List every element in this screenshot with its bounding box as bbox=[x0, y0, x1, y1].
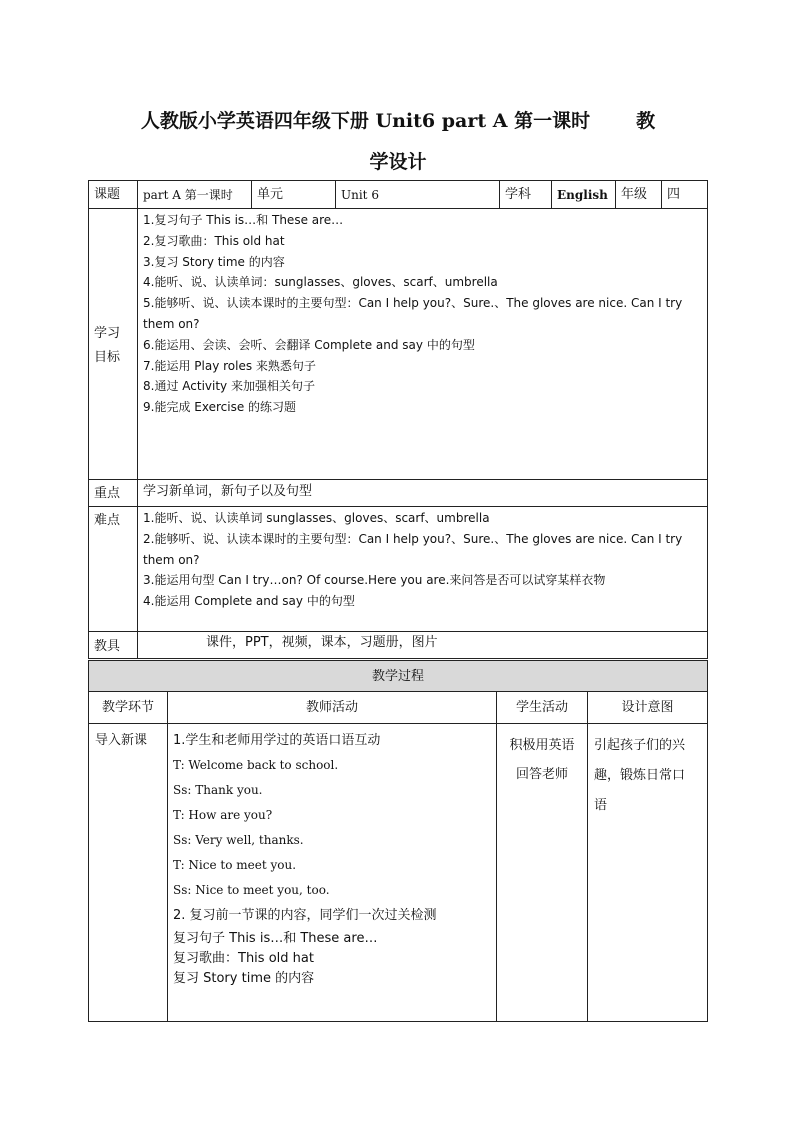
col-intent-header: 设计意图 bbox=[588, 692, 708, 724]
process-header-row bbox=[89, 692, 708, 724]
teacher-heading-2: 2. 复习前一节课的内容，同学们一次过关检测 bbox=[173, 908, 437, 923]
grade-value: 四 bbox=[662, 181, 708, 209]
key-point-label: 重点 bbox=[89, 480, 138, 507]
teacher-activity bbox=[168, 724, 497, 1022]
tools-label: 教具 bbox=[89, 632, 138, 659]
student-activity bbox=[497, 724, 588, 1022]
dialog-line: Ss: Very well, thanks. bbox=[173, 833, 304, 847]
goal-item: 1.复习句子 This is…和 These are… bbox=[143, 213, 344, 227]
teaching-process-table bbox=[88, 660, 708, 1022]
tools-row bbox=[89, 632, 708, 659]
goal-item: 9.能完成 Exercise 的练习题 bbox=[143, 400, 297, 415]
dialog-line: T: How are you? bbox=[173, 808, 273, 822]
student-activity-line: 积极用英语 bbox=[509, 738, 575, 753]
col-teacher-header: 教师活动 bbox=[168, 692, 497, 724]
process-banner: 教学过程 bbox=[89, 661, 708, 692]
header-row bbox=[89, 181, 708, 209]
key-point-row bbox=[89, 480, 708, 507]
stage-intro: 导入新课 bbox=[89, 724, 168, 1022]
design-intent bbox=[588, 724, 708, 1022]
difficulty-label: 难点 bbox=[89, 507, 138, 632]
process-banner-row bbox=[89, 661, 708, 692]
difficulty-item: 1.能听、说、认读单词 sunglasses、gloves、scarf、umbrella bbox=[143, 511, 490, 525]
goal-item: 3.复习 Story time 的内容 bbox=[143, 254, 285, 269]
dialog-line: T: Nice to meet you. bbox=[173, 858, 297, 872]
grade-label: 年级 bbox=[616, 181, 662, 209]
topic-label: 课题 bbox=[89, 181, 138, 209]
unit-value: Unit 6 bbox=[336, 181, 500, 209]
intro-row bbox=[89, 724, 708, 1022]
goals-label-line-2: 目标 bbox=[94, 350, 121, 365]
student-activity-line: 回答老师 bbox=[515, 767, 568, 782]
goals-row bbox=[89, 209, 708, 480]
col-student-header: 学生活动 bbox=[497, 692, 588, 724]
goal-item: 4.能听、说、认读单词：sunglasses、gloves、scarf、umbrella bbox=[143, 275, 498, 290]
subject-value: English bbox=[552, 181, 616, 209]
lesson-info-table bbox=[88, 180, 708, 659]
goals-content bbox=[138, 209, 708, 480]
difficulty-item: 4.能运用 Complete and say 中的句型 bbox=[143, 594, 355, 609]
difficulty-item: 2.能够听、说、认读本课时的主要句型：Can I help you?、Sure.、The gloves are nice. Can I try them on? bbox=[143, 531, 683, 567]
subject-label: 学科 bbox=[500, 181, 552, 209]
col-stage-header: 教学环节 bbox=[89, 692, 168, 724]
goal-item: 5.能够听、说、认读本课时的主要句型：Can I help you?、Sure.、The gloves are nice. Can I try them on? bbox=[143, 296, 683, 331]
title-tail: 教 bbox=[636, 110, 656, 132]
goal-item: 6.能运用、会读、会听、会翻译 Complete and say 中的句型 bbox=[143, 337, 475, 352]
review-item: 复习句子 This is…和 These are… bbox=[173, 931, 378, 946]
difficulty-row bbox=[89, 507, 708, 632]
tools-text: 课件，PPT，视频，课本，习题册，图片 bbox=[138, 632, 708, 659]
goal-item: 2.复习歌曲：This old hat bbox=[143, 233, 285, 248]
topic-value: part A 第一课时 bbox=[138, 181, 252, 209]
dialog-line: Ss: Nice to meet you, too. bbox=[173, 883, 330, 897]
dialog-line: T: Welcome back to school. bbox=[173, 758, 339, 772]
design-intent-line: 引起孩子们的兴 bbox=[594, 738, 686, 753]
document-title-line-1 bbox=[88, 106, 708, 133]
review-item: 复习 Story time 的内容 bbox=[173, 971, 315, 986]
difficulty-item: 3.能运用句型 Can I try…on? Of course.Here you are.来问答是否可以试穿某样衣物 bbox=[143, 573, 606, 588]
design-intent-line: 趣，锻炼日常口 bbox=[594, 768, 686, 783]
teacher-heading-1: 1.学生和老师用学过的英语口语互动 bbox=[173, 733, 381, 748]
goals-label bbox=[89, 209, 138, 480]
review-item: 复习歌曲：This old hat bbox=[173, 951, 314, 966]
unit-label: 单元 bbox=[252, 181, 336, 209]
document-title-line-2: 学设计 bbox=[369, 151, 427, 173]
dialog-line: Ss: Thank you. bbox=[173, 783, 263, 797]
goal-item: 7.能运用 Play roles 来熟悉句子 bbox=[143, 358, 316, 373]
difficulty-content bbox=[138, 507, 708, 632]
title-main: 人教版小学英语四年级下册 Unit6 part A 第一课时 bbox=[140, 110, 591, 132]
design-intent-line: 语 bbox=[594, 798, 608, 813]
goal-item: 8.通过 Activity 来加强相关句子 bbox=[143, 379, 315, 394]
goals-label-line-1: 学习 bbox=[94, 326, 121, 341]
key-point-text: 学习新单词，新句子以及句型 bbox=[138, 480, 708, 507]
